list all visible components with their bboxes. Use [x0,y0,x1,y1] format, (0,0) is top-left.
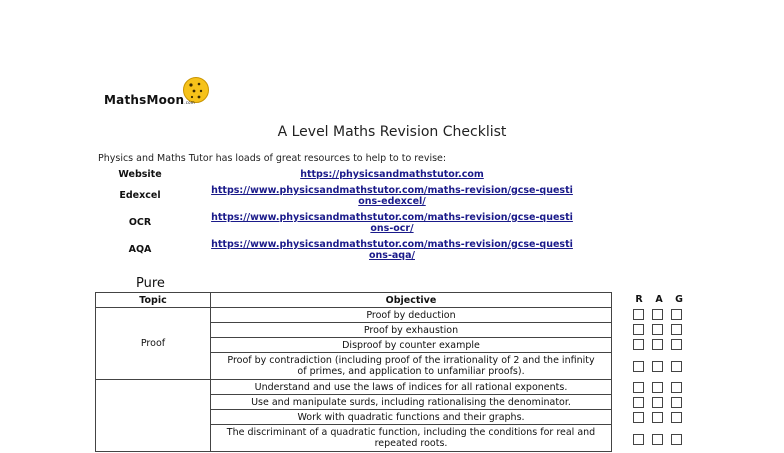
checklist-table [95,292,612,452]
link-name: AQA [128,244,152,255]
table-row [96,380,612,395]
red-checkbox[interactable] [633,324,644,335]
section-heading: Pure [136,276,165,291]
green-checkbox[interactable] [671,309,682,320]
topic-header: Topic [96,293,211,308]
rag-row [629,425,689,453]
green-checkbox[interactable] [671,382,682,393]
red-checkbox[interactable] [633,382,644,393]
objective-cell: The discriminant of a quadratic function, including the conditions for real and repeated roots. [211,425,612,452]
resource-links [98,166,618,263]
rag-red-label: R [635,294,643,305]
objective-cell: Understand and use the laws of indices for all rational exponents. [211,380,612,395]
objective-cell: Disproof by counter example [211,338,612,353]
red-checkbox[interactable] [633,309,644,320]
green-checkbox[interactable] [671,434,682,445]
objective-cell: Work with quadratic functions and their graphs. [211,410,612,425]
red-checkbox[interactable] [633,397,644,408]
rag-row [629,337,689,352]
amber-checkbox[interactable] [652,397,663,408]
rag-row [629,380,689,395]
amber-checkbox[interactable] [652,434,663,445]
amber-checkbox[interactable] [652,412,663,423]
link-row-edexcel [98,182,618,209]
link-name: OCR [128,217,152,228]
link-name: Website [118,168,162,180]
rag-green-label: G [675,294,683,305]
green-checkbox[interactable] [671,361,682,372]
rag-row [629,352,689,380]
page-title: A Level Maths Revision Checklist [277,124,507,140]
objective-cell: Proof by deduction [211,308,612,323]
rag-row [629,307,689,322]
green-checkbox[interactable] [671,324,682,335]
rag-checkboxes [629,292,689,453]
objective-cell: Proof by contradiction (including proof of the irrationality of 2 and the infinity of primes, and application to unfamiliar proofs). [211,353,612,380]
rag-header [629,292,689,307]
link-row-website [98,166,618,182]
link-row-aqa [98,236,618,263]
amber-checkbox[interactable] [652,361,663,372]
objective-cell: Use and manipulate surds, including rationalising the denominator. [211,395,612,410]
red-checkbox[interactable] [633,412,644,423]
green-checkbox[interactable] [671,397,682,408]
rag-amber-label: A [655,294,663,305]
red-checkbox[interactable] [633,434,644,445]
table-row [96,308,612,323]
mathsmoon-logo [104,76,224,110]
green-checkbox[interactable] [671,412,682,423]
website-link[interactable]: https://physicsandmathstutor.com [300,168,484,180]
amber-checkbox[interactable] [652,339,663,350]
red-checkbox[interactable] [633,361,644,372]
edexcel-link[interactable]: https://www.physicsandmathstutor.com/maths-revision/gcse-questi ons-edexcel/ [211,184,573,207]
ocr-link[interactable]: https://www.physicsandmathstutor.com/maths-revision/gcse-questi ons-ocr/ [211,211,573,234]
logo-text: MathsMoon [104,93,185,107]
rag-row [629,322,689,337]
link-name: Edexcel [119,190,161,201]
objective-header: Objective [211,293,612,308]
amber-checkbox[interactable] [652,382,663,393]
topic-cell: Proof [96,308,211,380]
aqa-link[interactable]: https://www.physicsandmathstutor.com/maths-revision/gcse-questi ons-aqa/ [211,238,573,261]
link-row-ocr [98,209,618,236]
objective-cell: Proof by exhaustion [211,323,612,338]
red-checkbox[interactable] [633,339,644,350]
rag-row [629,410,689,425]
green-checkbox[interactable] [671,339,682,350]
intro-text: Physics and Maths Tutor has loads of great resources to help to to revise: [98,153,447,164]
logo-suffix: .com [184,100,195,105]
amber-checkbox[interactable] [652,324,663,335]
rag-row [629,395,689,410]
amber-checkbox[interactable] [652,309,663,320]
